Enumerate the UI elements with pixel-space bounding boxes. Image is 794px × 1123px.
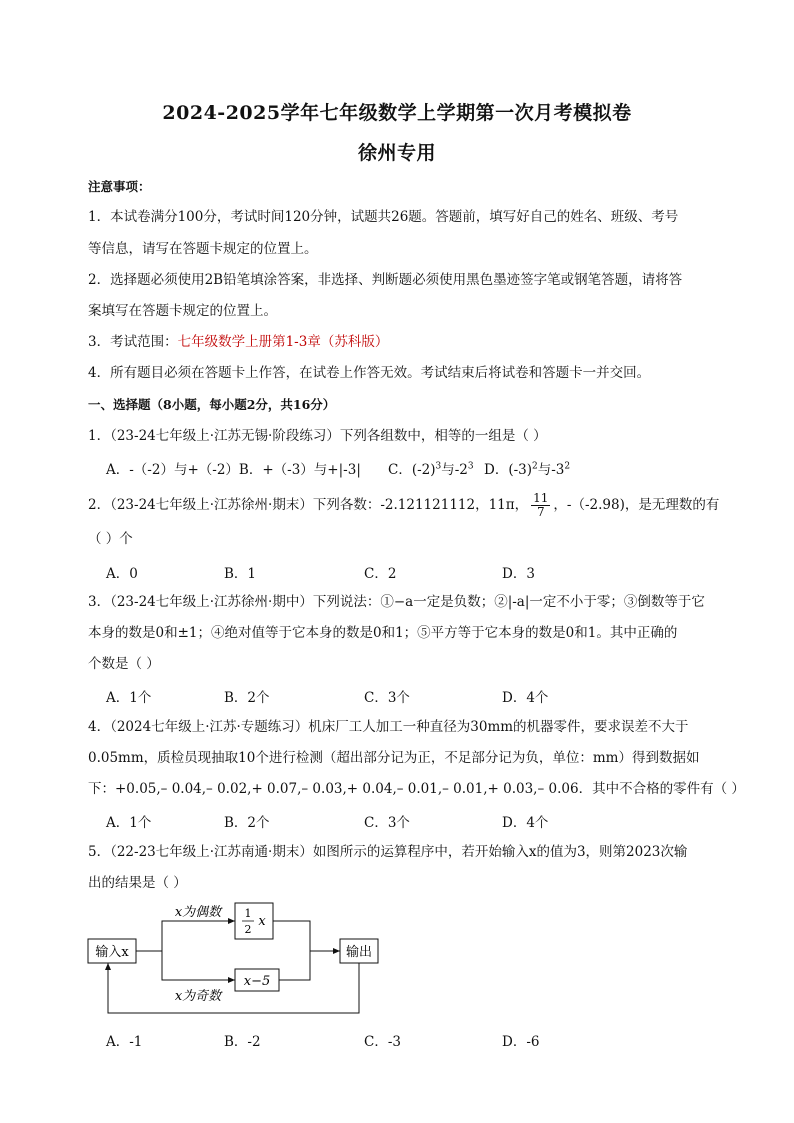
question-5-option-a: A．-1 [106, 1034, 143, 1050]
notice-scope-value: 七年级数学上册第1-3章（苏科版） [177, 334, 389, 350]
notice-heading: 注意事项： [88, 179, 151, 194]
flowchart-even-path [162, 921, 235, 951]
question-3-stem: 3．（23-24七年级上·江苏徐州·期中）下列说法：①−a一定是负数；②|-a|一定不小于零；③倒数等于它 [88, 594, 705, 610]
fraction-eleven-sevenths: $\frac{11}{7}$ [533, 491, 549, 519]
question-2-option-a: A．0 [106, 566, 138, 582]
question-3-option-d: D．4个 [502, 690, 549, 706]
question-1-option-d: D．$(-3)^2$与$-3^2$ [484, 461, 571, 478]
arrowhead [333, 948, 340, 954]
question-5-option-b: B．-2 [224, 1034, 261, 1050]
question-1-option-ab: A．-（-2）与+（-2）B．+（-3）与+|-3| [106, 462, 361, 478]
notice-scope-label: 3．考试范围： [88, 334, 178, 350]
section-heading: 一、选择题（8小题，每小题2分，共16分） [88, 397, 336, 412]
notice-item: 2．选择题必须使用2B铅笔填涂答案，非选择、判断题必须使用黑色墨迹签字笔或钢笔答题，请将答 [88, 272, 683, 288]
flowchart-even-frac-num: 1 [244, 907, 252, 920]
question-3-stem: 本身的数是0和±1；④绝对值等于它本身的数是0和1；⑤平方等于它本身的数是0和1。其中正确的 [88, 625, 678, 641]
question-3-option-b: B．2个 [224, 690, 270, 706]
arrowhead [228, 977, 235, 983]
notice-item: 等信息，请写在答题卡规定的位置上。 [88, 241, 318, 257]
flowchart-odd-out [279, 951, 310, 980]
arrowhead [105, 963, 111, 970]
arrowhead [228, 918, 235, 924]
question-4-option-d: D．4个 [502, 815, 549, 831]
flowchart-odd-path [162, 951, 235, 980]
flowchart-even-var: x [258, 914, 266, 929]
question-2-option-b: B．1 [224, 566, 257, 582]
flowchart-even-label: x为偶数 [174, 905, 222, 920]
question-2-option-c: C．2 [364, 566, 397, 582]
question-4-option-b: B．2个 [224, 815, 270, 831]
question-5-stem: 出的结果是（ ） [88, 875, 187, 891]
flowchart-input-label: 输入x [95, 945, 129, 960]
question-2-stem-tail: （ ）个 [88, 531, 133, 547]
notice-item: 1．本试卷满分100分，考试时间120分钟，试题共26题。答题前，填写好自己的姓名、班级、考号 [88, 209, 679, 225]
notice-item [88, 333, 388, 351]
question-5-option-c: C．-3 [364, 1034, 401, 1050]
operation-flowchart [80, 895, 390, 1020]
question-4-option-c: C．3个 [364, 815, 410, 831]
flowchart-even-frac-den: 2 [244, 923, 252, 936]
question-3-option-a: A．1个 [106, 690, 152, 706]
question-1-stem: 1．（23-24七年级上·江苏无锡·阶段练习）下列各组数中，相等的一组是（ ） [88, 428, 547, 444]
question-5-stem: 5．（22-23七年级上·江苏南通·期末）如图所示的运算程序中，若开始输入x的值为3，则第2023次输 [88, 844, 688, 860]
question-4-stem: 0.05mm，质检员现抽取10个进行检测（超出部分记为正，不足部分记为负，单位：mm）得到数据如 [88, 750, 700, 766]
question-4-option-a: A．1个 [106, 815, 152, 831]
page-subtitle: 徐州专用 [357, 142, 436, 164]
notice-item: 4．所有题目必须在答题卡上作答，在试卷上作答无效。考试结束后将试卷和答题卡一并交回。 [88, 365, 651, 381]
question-4-stem: 4．（2024七年级上·江苏·专题练习）机床厂工人加工一种直径为30mm的机器零件，要求误差不大于 [88, 719, 689, 735]
question-1-option-c: C．$(-2)^3$与$-2^3$ [388, 461, 474, 478]
question-5-option-d: D．-6 [502, 1034, 540, 1050]
question-2-option-d: D．3 [502, 566, 535, 582]
question-3-option-c: C．3个 [364, 690, 410, 706]
notice-item: 案填写在答题卡规定的位置上。 [88, 303, 277, 319]
question-4-stem: 下：+0.05,– 0.04,– 0.02,+ 0.07,– 0.03,+ 0.04,– 0.01,– 0.01,+ 0.03,– 0.06．其中不合格的零件有（ ） [88, 781, 745, 797]
flowchart-loop-line [108, 963, 359, 1013]
page-title: 2024-2025学年七年级数学上学期第一次月考模拟卷 [162, 102, 632, 124]
flowchart-odd-expr: x−5 [243, 974, 271, 989]
flowchart-even-out [273, 921, 340, 951]
question-3-stem: 个数是（ ） [88, 656, 160, 672]
question-2-stem: 2．（23-24七年级上·江苏徐州·期末）下列各数：-2.121121112，11π， $\frac{11}{7}$ ，-（-2.98)，是无理数的有 [88, 491, 720, 519]
flowchart-output-label: 输出 [345, 945, 373, 960]
flowchart-odd-label: x为奇数 [174, 989, 222, 1004]
